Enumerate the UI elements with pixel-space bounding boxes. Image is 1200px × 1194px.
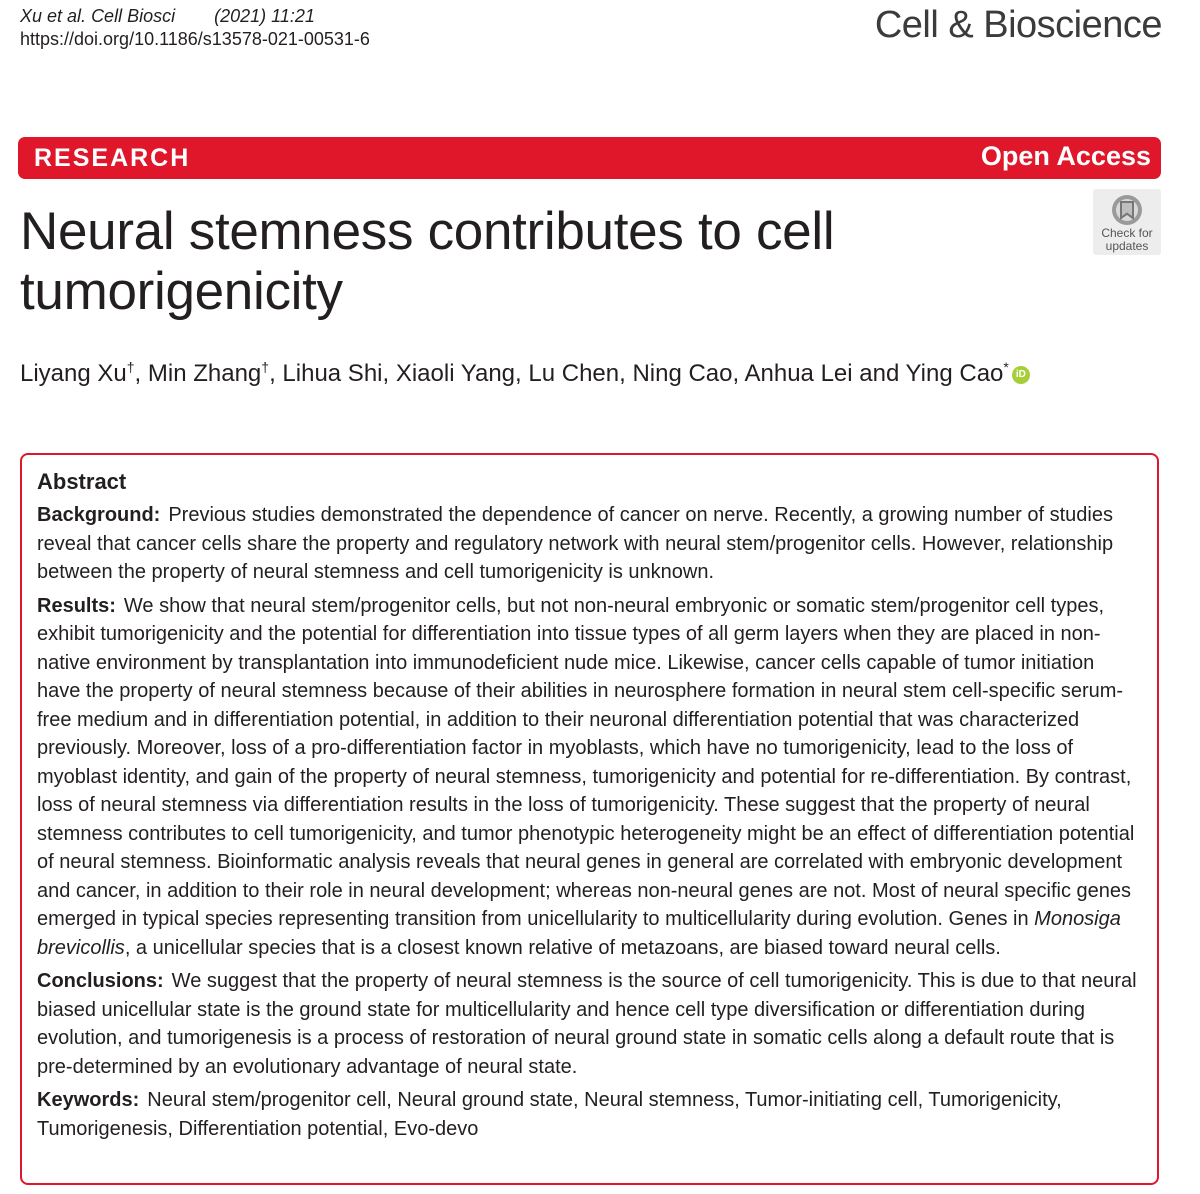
author-text-2: , Min Zhang: [134, 360, 262, 387]
species-name: Monosiga brevicollis: [37, 908, 1121, 959]
journal-name: Cell & Bioscience: [874, 4, 1162, 46]
background-text: Previous studies demonstrated the dependence of cancer on nerve. Recently, a growing number of studies reveal that cancer cells share the property and regulatory network with neural stem/progenitor cells. However, relationship between the property of neural stemness and cell tumorigenicity is unknown.: [37, 504, 1114, 583]
results-section: [37, 592, 1143, 963]
abstract-heading: Abstract: [37, 469, 127, 494]
corresponding-author-mark: *: [1003, 359, 1009, 375]
keywords-section: [37, 1086, 1143, 1143]
results-text-a: We show that neural stem/progenitor cells, but not non-neural embryonic or somatic stem/progenitor cell types, exhibit tumorigenicity and the potential for differentiation into tissue types of all germ layers when they are placed in non-native environment by transplantation into immunodeficient nude mice. Likewise, cancer cells capable of tumor initiation have the property of neural stemness because of their abilities in neurosphere formation in neural stem cell-specific serum-free medium and in differentiation potential, in addition to their neuronal differentiation potential that was characterized previously. Moreover, loss of a pro-differentiation factor in myoblasts, which have no tumorigenicity, lead to the loss of myoblast identity, and gain of the property of neural stemness, tumorigenicity and potential for re-differentiation. By contrast, loss of neural stemness via differentiation results in the loss of tumorigenicity. These suggest that the property of neural stemness contributes to cell tumorigenicity, and tumor phenotypic heterogeneity might be an effect of differentiation potential of neural stemness. Bioinformatic analysis reveals that neural genes in general are correlated with embryonic development and cancer, in addition to their role in neural development; whereas non-neural genes are not. Most of neural specific genes emerged in typical species representing transition from unicellularity to multicellularity during evolution. Genes in: [37, 594, 1135, 930]
author-text-3: , Lihua Shi, Xiaoli Yang, Lu Chen, Ning Cao, Anhua Lei and Ying Cao: [269, 360, 1004, 387]
keywords-text: Neural stem/progenitor cell, Neural ground state, Neural stemness, Tumor-initiating cell, Tumorigenicity, Tumorigenesis, Differentiation potential, Evo-devo: [37, 1089, 1062, 1140]
open-access-label: Open Access: [980, 141, 1151, 171]
citation-year-volume: (2021) 11:21: [214, 6, 315, 26]
article-title: Neural stemness contributes to cell tumorigenicity: [20, 202, 835, 321]
background-label: Background:: [37, 504, 161, 526]
article-type-label: RESEARCH: [34, 144, 191, 172]
abstract-box: [20, 453, 1159, 1185]
check-for-updates-icon: [1108, 193, 1146, 227]
equal-contribution-mark-2: †: [261, 359, 270, 375]
conclusions-section: [37, 967, 1143, 1081]
check-for-updates-line2: updates: [1105, 239, 1149, 253]
check-for-updates-line1: Check for: [1101, 226, 1153, 240]
article-type-banner: [18, 137, 1161, 179]
doi-link[interactable]: https://doi.org/10.1186/s13578-021-00531-6: [20, 29, 370, 49]
citation-line: [20, 5, 315, 27]
author-text-1: Liyang Xu: [20, 360, 127, 387]
conclusions-text: We suggest that the property of neural stemness is the source of cell tumorigenicity. This is due to that neural biased unicellular state is the ground state for multicellularity and hence cell type diversification or differentiation during evolution, and tumorigenesis is a process of restoration of neural ground state in somatic cells along a default route that is pre-determined by an evolutionary advantage of neural state.: [37, 970, 1137, 1078]
results-text-b: , a unicellular species that is a closest known relative of metazoans, are biased toward neural cells.: [124, 936, 1001, 959]
author-list: [20, 352, 1030, 389]
equal-contribution-mark-1: †: [126, 359, 135, 375]
citation-authors: Xu et al.: [20, 6, 87, 26]
results-label: Results:: [37, 594, 116, 617]
citation-journal: Cell Biosci: [91, 6, 176, 26]
conclusions-label: Conclusions:: [37, 970, 164, 992]
check-for-updates-label: [1093, 227, 1161, 253]
orcid-icon[interactable]: iD: [1012, 366, 1030, 384]
background-section: [37, 501, 1143, 587]
keywords-label: Keywords:: [37, 1089, 140, 1111]
check-for-updates-button[interactable]: [1093, 189, 1161, 255]
